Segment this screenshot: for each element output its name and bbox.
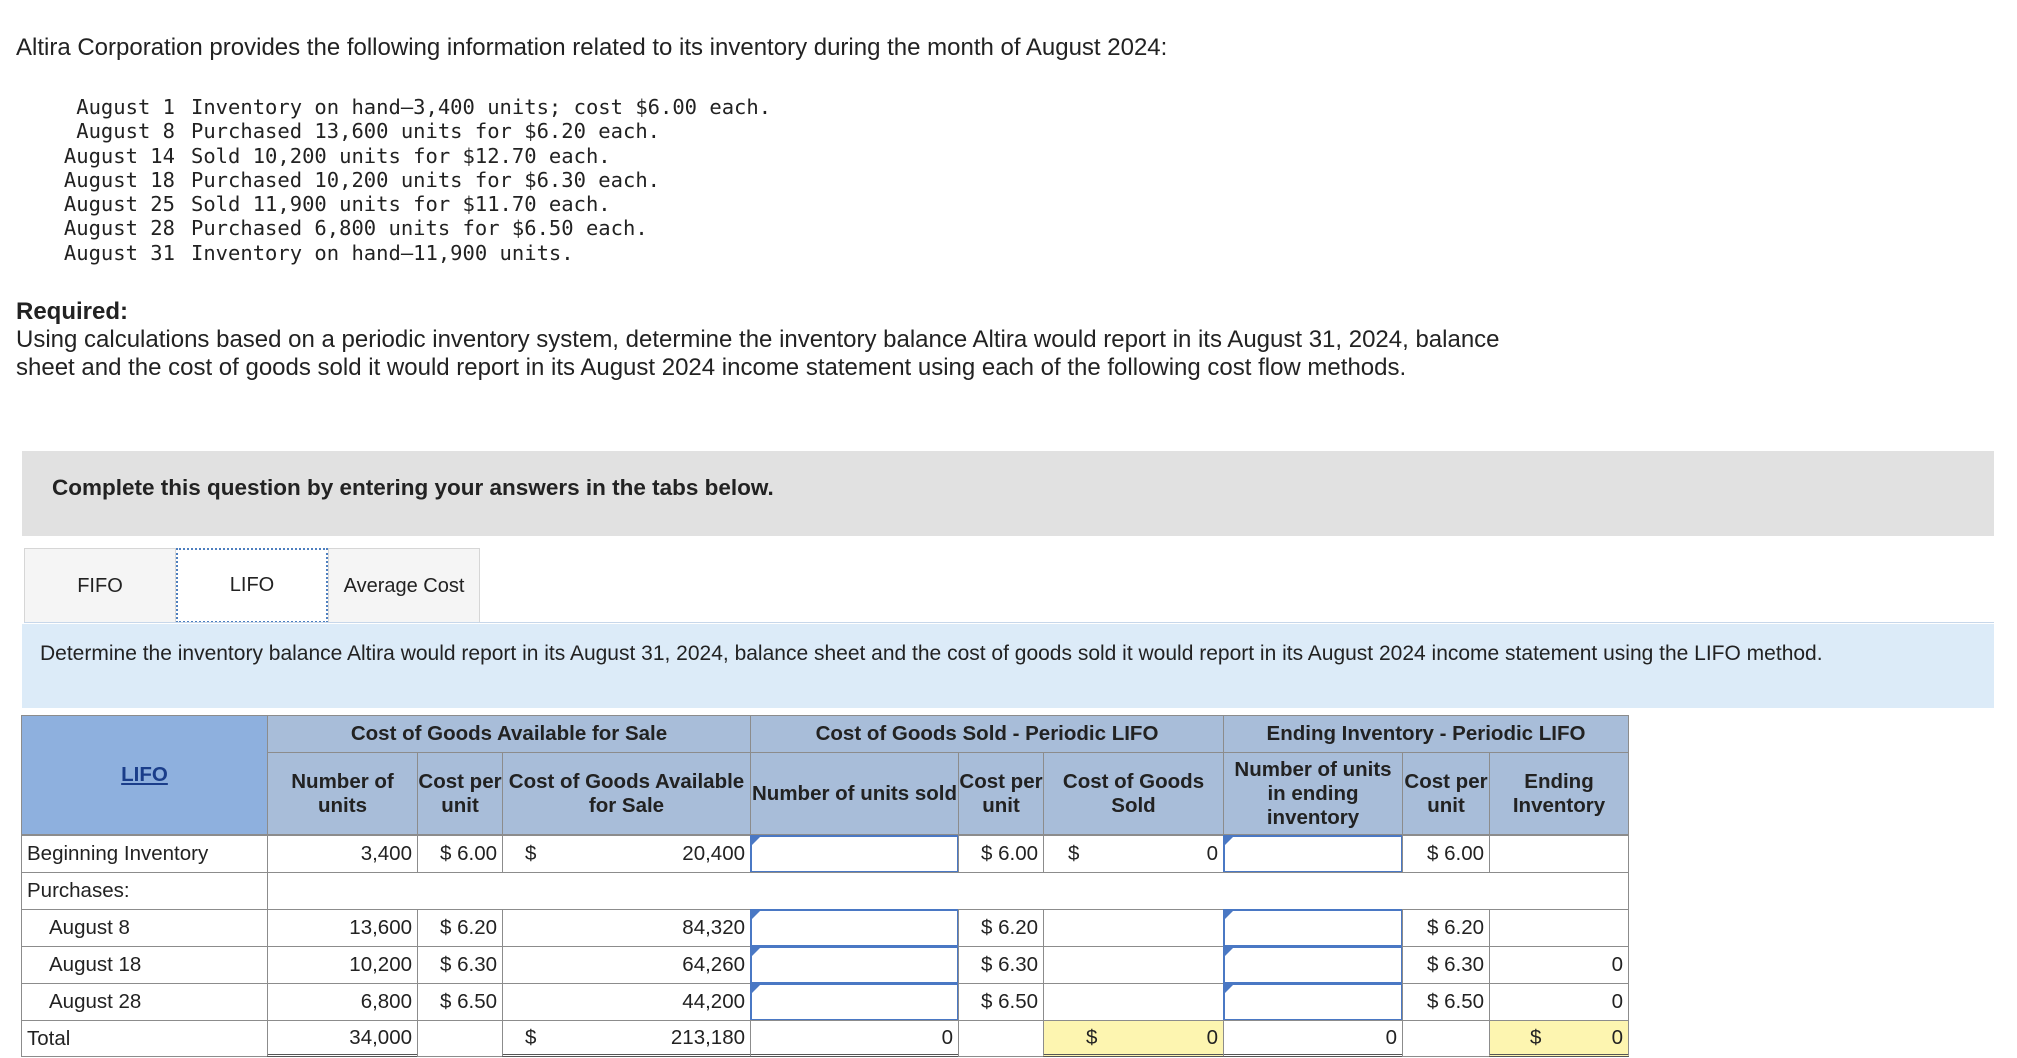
aug28-cost: $ 6.50 xyxy=(417,983,503,1021)
col-header-sold-cost-per-unit: Cost per unit xyxy=(958,752,1044,835)
purchases-spacer xyxy=(267,872,1629,910)
row-label-beginning: Beginning Inventory xyxy=(21,835,268,873)
aug18-cogs xyxy=(1043,946,1224,984)
dollar-sign: $ xyxy=(1530,1025,1542,1049)
dollar-sign: $ xyxy=(1086,1025,1098,1049)
total-end-units: 0 xyxy=(1223,1020,1403,1057)
row-label-aug8: August 8 xyxy=(21,909,268,947)
lifo-table xyxy=(22,716,1630,1058)
beginning-sold-cost: $ 6.00 xyxy=(958,835,1044,873)
aug8-sold-cost: $ 6.20 xyxy=(958,909,1044,947)
transaction-line xyxy=(54,168,771,192)
transaction-text: Purchased 6,800 units for $6.50 each. xyxy=(191,216,648,241)
transaction-date: August 31 xyxy=(63,240,175,265)
aug8-end-cost: $ 6.20 xyxy=(1402,909,1490,947)
tab-fifo[interactable]: FIFO xyxy=(24,548,176,623)
transaction-line xyxy=(54,192,771,216)
lifo-link[interactable]: LIFO xyxy=(121,763,168,786)
dollar-sign: $ xyxy=(1068,842,1080,865)
transaction-text: Purchased 13,600 units for $6.20 each. xyxy=(191,119,660,144)
col-header-units: Number of units xyxy=(267,752,418,835)
beginning-cogas: 20,400 xyxy=(682,842,745,865)
total-units: 34,000 xyxy=(267,1020,418,1057)
row-label-purchases: Purchases: xyxy=(21,872,268,910)
aug28-units-sold-input[interactable] xyxy=(750,983,959,1021)
total-sold-cost-blank xyxy=(958,1020,1044,1057)
group-header-cogs: Cost of Goods Sold - Periodic LIFO xyxy=(750,715,1224,753)
beginning-end-cost: $ 6.00 xyxy=(1402,835,1490,873)
aug18-units-sold-input[interactable] xyxy=(750,946,959,984)
transaction-text: Inventory on hand—3,400 units; cost $6.00 each. xyxy=(191,95,772,119)
aug28-end-units-input[interactable] xyxy=(1223,983,1403,1021)
transaction-line xyxy=(54,119,771,143)
row-label-total: Total xyxy=(21,1020,268,1057)
aug8-end-inventory xyxy=(1489,909,1629,947)
corner-header xyxy=(21,715,268,835)
aug18-end-units-input[interactable] xyxy=(1223,946,1403,984)
group-header-cogas: Cost of Goods Available for Sale xyxy=(267,715,751,753)
aug18-cost: $ 6.30 xyxy=(417,946,503,984)
col-header-units-sold: Number of units sold xyxy=(750,752,959,835)
transaction-line xyxy=(54,241,771,265)
total-cogs: 0 xyxy=(1206,1025,1218,1049)
transaction-text: Sold 11,900 units for $11.70 each. xyxy=(191,192,611,217)
col-header-cost-per-unit: Cost per unit xyxy=(417,752,503,835)
tab-average-cost[interactable]: Average Cost xyxy=(328,548,480,623)
transaction-line xyxy=(54,144,771,168)
group-header-ending: Ending Inventory - Periodic LIFO xyxy=(1223,715,1629,753)
intro-text: Altira Corporation provides the following information related to its inventory during the month of August 2024: xyxy=(16,34,1168,61)
required-heading: Required: xyxy=(16,298,129,325)
aug8-units-sold-input[interactable] xyxy=(750,909,959,947)
col-header-cogs: Cost of Goods Sold xyxy=(1043,752,1224,835)
transaction-date: August 25 xyxy=(63,192,175,217)
instruction-text: Determine the inventory balance Altira would report in its August 31, 2024, balance sheet and the cost of goods sold it would report in its August 2024 income statement using the LIFO method. xyxy=(40,642,1823,665)
aug8-cogas: 84,320 xyxy=(502,909,751,947)
instruction-band xyxy=(22,624,1994,708)
beginning-cogs-cell xyxy=(1043,835,1224,873)
total-cogs-cell xyxy=(1043,1020,1224,1057)
complete-prompt-band xyxy=(22,451,1994,536)
tab-bar xyxy=(24,548,480,623)
transaction-line xyxy=(54,95,771,119)
total-ending-inventory: 0 xyxy=(1611,1025,1623,1049)
col-header-ending-inventory: Ending Inventory xyxy=(1489,752,1629,835)
tab-lifo[interactable]: LIFO xyxy=(176,548,328,623)
beginning-units-sold-input[interactable] xyxy=(750,835,959,873)
complete-prompt: Complete this question by entering your answers in the tabs below. xyxy=(52,475,774,500)
aug18-end-inventory: 0 xyxy=(1489,946,1629,984)
transaction-text: Inventory on hand—11,900 units. xyxy=(191,240,574,265)
transaction-list xyxy=(54,95,771,265)
col-header-end-units: Number of units in ending inventory xyxy=(1223,752,1403,835)
row-label-aug28: August 28 xyxy=(21,983,268,1021)
transaction-date: August 28 xyxy=(63,216,175,241)
aug8-units: 13,600 xyxy=(267,909,418,947)
aug18-cogas: 64,260 xyxy=(502,946,751,984)
beginning-units: 3,400 xyxy=(267,835,418,873)
aug28-units: 6,800 xyxy=(267,983,418,1021)
beginning-cost: $ 6.00 xyxy=(417,835,503,873)
aug18-end-cost: $ 6.30 xyxy=(1402,946,1490,984)
aug8-end-units-input[interactable] xyxy=(1223,909,1403,947)
aug8-cost: $ 6.20 xyxy=(417,909,503,947)
beginning-cogas-cell xyxy=(502,835,751,873)
total-cost-blank xyxy=(417,1020,503,1057)
aug28-end-inventory: 0 xyxy=(1489,983,1629,1021)
transaction-text: Purchased 10,200 units for $6.30 each. xyxy=(191,167,660,192)
transaction-line xyxy=(54,216,771,240)
row-label-aug18: August 18 xyxy=(21,946,268,984)
aug18-sold-cost: $ 6.30 xyxy=(958,946,1044,984)
aug18-units: 10,200 xyxy=(267,946,418,984)
beginning-end-units-input[interactable] xyxy=(1223,835,1403,873)
col-header-cogas: Cost of Goods Available for Sale xyxy=(502,752,751,835)
total-end-cost-blank xyxy=(1402,1020,1490,1057)
total-units-sold: 0 xyxy=(750,1020,959,1057)
total-cogas: 213,180 xyxy=(670,1025,745,1049)
transaction-date: August 14 xyxy=(63,143,175,168)
col-header-end-cost-per-unit: Cost per unit xyxy=(1402,752,1490,835)
beginning-cogs: 0 xyxy=(1206,842,1218,865)
total-cogas-cell xyxy=(502,1020,751,1057)
transaction-date: August 8 xyxy=(76,119,175,144)
aug28-end-cost: $ 6.50 xyxy=(1402,983,1490,1021)
transaction-text: Sold 10,200 units for $12.70 each. xyxy=(191,143,611,168)
tab-divider xyxy=(24,622,1994,623)
aug28-sold-cost: $ 6.50 xyxy=(958,983,1044,1021)
beginning-end-inventory xyxy=(1489,835,1629,873)
dollar-sign: $ xyxy=(525,1025,537,1049)
total-ending-inventory-cell xyxy=(1489,1020,1629,1057)
transaction-date: August 18 xyxy=(63,167,175,192)
aug28-cogas: 44,200 xyxy=(502,983,751,1021)
aug28-cogs xyxy=(1043,983,1224,1021)
required-text: Using calculations based on a periodic inventory system, determine the inventory balance Altira would report in its August 31, 2024, balance sheet and the cost of goods sold it would report in its August 2024 income statement using each of the following cost flow methods. xyxy=(16,326,1500,381)
aug8-cogs xyxy=(1043,909,1224,947)
transaction-date: August 1 xyxy=(76,95,175,119)
dollar-sign: $ xyxy=(525,842,537,865)
